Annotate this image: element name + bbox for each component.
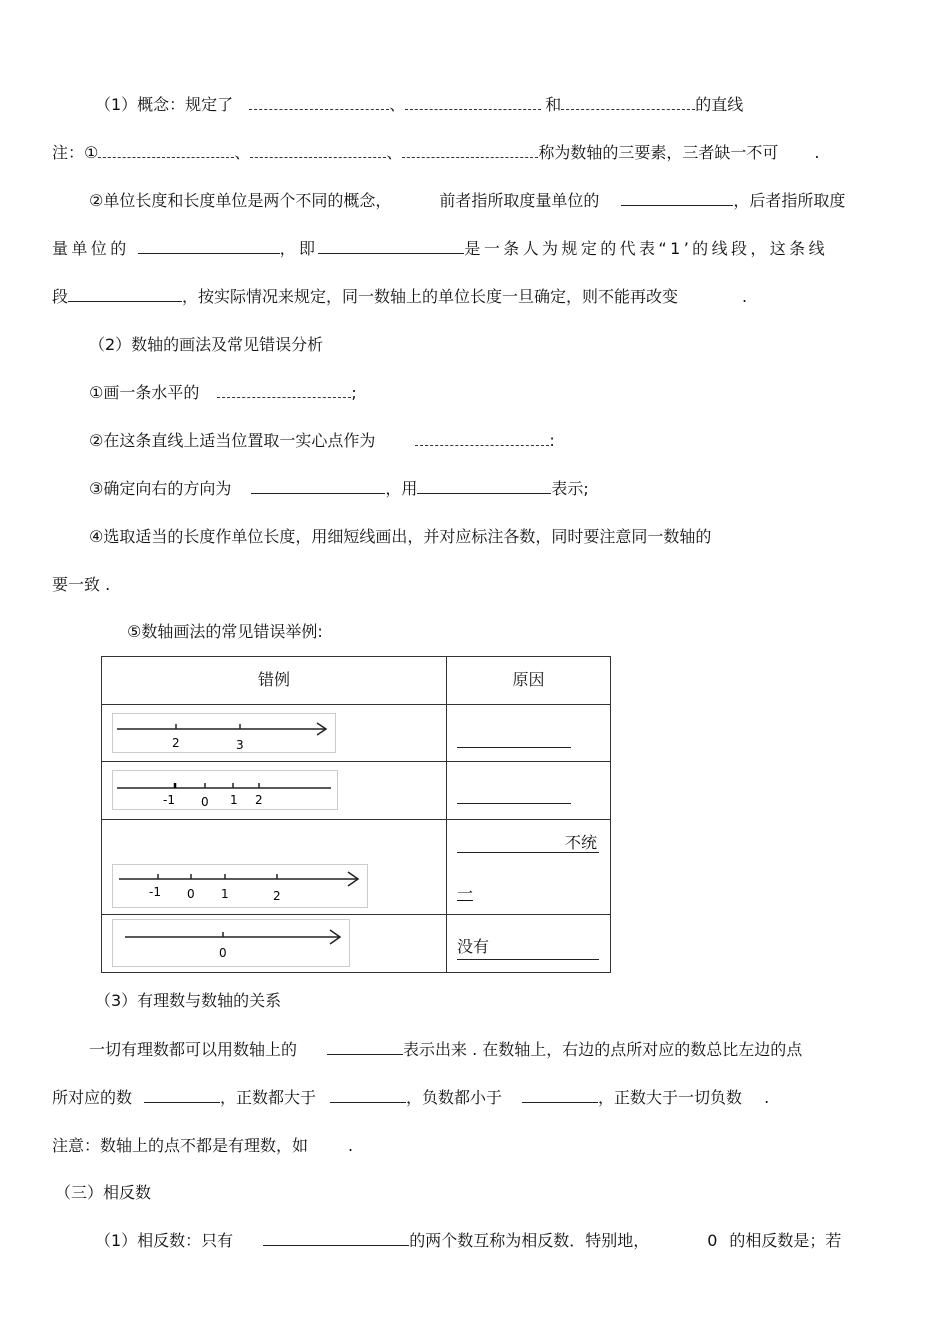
- step-4-line-1: ④选取适当的长度作单位长度，用细短线画出，并对应标注各数，同时要注意同一数轴的: [89, 527, 712, 546]
- section-4-title: （三）相反数: [55, 1183, 152, 1202]
- axis-svg-4: [113, 920, 349, 966]
- reason-blank-2[interactable]: [457, 803, 571, 804]
- blank-points[interactable]: [327, 1040, 403, 1055]
- axis-svg-2: [113, 771, 337, 809]
- tick-label: 0: [201, 795, 209, 809]
- blank-origin[interactable]: [249, 95, 389, 110]
- step-3: ③确定向右的方向为 ，用 表示;: [89, 479, 589, 498]
- tick-label: 3: [236, 738, 244, 752]
- header-example: 错例: [257, 670, 290, 689]
- blank-arrow[interactable]: [417, 479, 551, 494]
- tick-label: 0: [219, 946, 227, 960]
- axis-image-4: [112, 919, 350, 967]
- reason-cell-3: [447, 820, 611, 915]
- unit-length-line: 量单位的 ，即 是一条人为规定的代表“1’的线段，这条线: [52, 239, 828, 258]
- rational-line-1: 一切有理数都可以用数轴上的 表示出来 . 在数轴上，右边的点所对应的数总比左边的点: [89, 1040, 803, 1059]
- section-2-title: （2）数轴的画法及常见错误分析: [89, 335, 324, 354]
- blank-element-3[interactable]: [402, 143, 538, 158]
- tick-label: 2: [273, 889, 281, 903]
- blank-unit[interactable]: [561, 95, 695, 110]
- header-reason-cell: [447, 657, 611, 705]
- example-cell-1: [102, 705, 447, 762]
- blank-positive-gt[interactable]: [330, 1088, 406, 1103]
- header-reason: 原因: [512, 670, 545, 689]
- step-5: ⑤数轴画法的常见错误举例:: [127, 622, 323, 641]
- reason-cell-4: [447, 915, 611, 973]
- tick-label: 1: [221, 887, 229, 901]
- blank-opposite[interactable]: [263, 1231, 409, 1246]
- blank-negative-lt[interactable]: [522, 1088, 598, 1103]
- example-cell-3: [102, 820, 447, 915]
- blank-horizontal[interactable]: [217, 383, 351, 398]
- rational-line-2: 所对应的数 ，正数都大于 ，负数都小于 ，正数大于一切负数 .: [52, 1088, 770, 1107]
- unit-concept-line: ②单位长度和长度单位是两个不同的概念， 前者指所取度量单位的 ，后者指所取度: [89, 191, 846, 210]
- axis-svg-3: [113, 865, 367, 907]
- blank-segment[interactable]: [68, 287, 182, 302]
- segment-line: 段 ，按实际情况来规定，同一数轴上的单位长度一旦确定，则不能再改变 .: [52, 287, 748, 306]
- step-2: ②在这条直线上适当位置取一实心点作为 :: [89, 431, 555, 450]
- reason-blank-1[interactable]: [457, 747, 571, 748]
- reason-text-4: 没有: [457, 937, 490, 956]
- example-cell-4: [102, 915, 447, 973]
- reason-blank-4[interactable]: [457, 959, 599, 960]
- reason-cell-1: [447, 705, 611, 762]
- axis-image-2: [112, 770, 338, 810]
- axis-svg-1: [113, 714, 335, 752]
- reason-cell-2: [447, 762, 611, 820]
- rational-note: 注意：数轴上的点不都是有理数，如 .: [52, 1136, 354, 1155]
- blank-direction[interactable]: [405, 95, 541, 110]
- example-cell-2: [102, 762, 447, 820]
- blank-namely[interactable]: [318, 239, 464, 254]
- tick-label: -1: [149, 885, 161, 899]
- mistakes-table: [101, 656, 611, 973]
- concept-line: （1）概念：规定了 、 和 的直线: [95, 95, 744, 114]
- axis-image-1: [112, 713, 336, 753]
- opposite-line-1: （1）相反数：只有 的两个数互称为相反数．特别地， 0 的相反数是；若: [95, 1231, 842, 1250]
- blank-positive-direction[interactable]: [251, 479, 385, 494]
- blank-element-2[interactable]: [250, 143, 386, 158]
- axis-image-3: [112, 864, 368, 908]
- blank-unit-of[interactable]: [138, 239, 280, 254]
- blank-measure-unit[interactable]: [621, 191, 733, 206]
- blank-element-1[interactable]: [98, 143, 234, 158]
- tick-label: 1: [230, 793, 238, 807]
- step-4-line-2: 要一致 .: [52, 575, 111, 594]
- tick-label: 2: [255, 793, 263, 807]
- header-example-cell: [102, 657, 447, 705]
- blank-compare[interactable]: [144, 1088, 220, 1103]
- reason-text-3b: 一: [457, 884, 474, 903]
- section-3-title: （3）有理数与数轴的关系: [95, 991, 282, 1010]
- tick-label: -1: [163, 793, 175, 807]
- tick-label: 0: [187, 887, 195, 901]
- reason-text-3a: 不统: [565, 833, 598, 852]
- three-elements-line: 注：① 、 、 称为数轴的三要素，三者缺一不可 .: [52, 143, 820, 162]
- tick-label: 2: [172, 736, 180, 750]
- step-1: ①画一条水平的 ;: [89, 383, 357, 402]
- blank-origin-point[interactable]: [415, 431, 549, 446]
